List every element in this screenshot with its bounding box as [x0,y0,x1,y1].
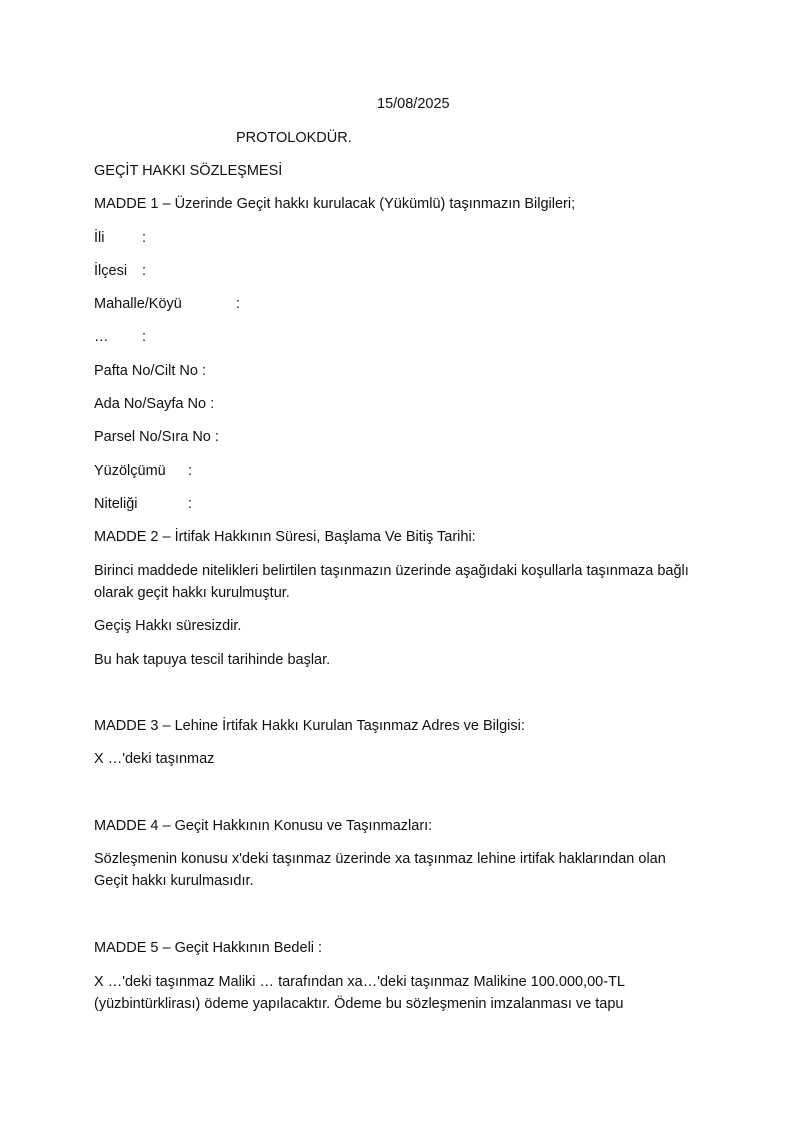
field-label: Yüzölçümü [94,463,166,479]
madde-4-paragraph-1: Sözleşmenin konusu x'deki taşınmaz üzerinde xa taşınmaz lehine irtifak haklarından olan Geçit hakkı kurulmasıdır. [94,851,666,889]
field-ellipsis [94,327,146,347]
document-title: GEÇİT HAKKI SÖZLEŞMESİ [94,163,283,179]
madde-2-paragraph-2: Geçiş Hakkı süresizdir. [94,618,242,634]
field-label: Mahalle/Köyü [94,296,182,312]
document-date: 15/08/2025 [377,96,450,112]
field-parsel [94,427,219,447]
field-colon: : [142,263,147,279]
madde-4-heading: MADDE 4 – Geçit Hakkının Konusu ve Taşınmazları: [94,818,433,834]
field-colon: : [188,496,193,512]
field-label: İlçesi [94,263,128,279]
field-colon: : [188,463,193,479]
field-label: Niteliği [94,496,138,512]
field-ada [94,394,214,414]
field-colon: : [142,329,147,345]
field-label: Pafta No/Cilt No : [94,363,207,379]
madde-1-heading: MADDE 1 – Üzerinde Geçit hakkı kurulacak (Yükümlü) taşınmazın Bilgileri; [94,196,576,212]
madde-5-paragraph-1: X …'deki taşınmaz Maliki … tarafından xa…'deki taşınmaz Malikine 100.000,00-TL (yüzbintürklirası) ödeme yapılacaktır. Ödeme bu sözleşmenin imzalanması ve tapu [94,974,625,1012]
field-colon: : [236,296,241,312]
field-ilcesi [94,261,146,281]
field-ili [94,228,146,248]
field-label: Parsel No/Sıra No : [94,429,219,445]
field-colon: : [142,230,147,246]
field-label: … [94,329,109,345]
field-niteligi [94,494,192,514]
protocol-label: PROTOLOKDÜR. [236,130,352,146]
field-label: Ada No/Sayfa No : [94,396,215,412]
field-mahalle [94,294,240,314]
madde-5-heading: MADDE 5 – Geçit Hakkının Bedeli : [94,940,323,956]
field-label: İli [94,230,105,246]
madde-3-heading: MADDE 3 – Lehine İrtifak Hakkı Kurulan Taşınmaz Adres ve Bilgisi: [94,718,525,734]
field-yuzolcumu [94,461,192,481]
madde-2-heading: MADDE 2 – İrtifak Hakkının Süresi, Başlama Ve Bitiş Tarihi: [94,529,476,545]
madde-2-paragraph-1: Birinci maddede nitelikleri belirtilen taşınmazın üzerinde aşağıdaki koşullarla taşınmaza bağlı olarak geçit hakkı kurulmuştur. [94,563,689,601]
madde-3-paragraph-1: X …'deki taşınmaz [94,751,215,767]
madde-2-paragraph-3: Bu hak tapuya tescil tarihinde başlar. [94,652,331,668]
field-pafta [94,361,206,381]
